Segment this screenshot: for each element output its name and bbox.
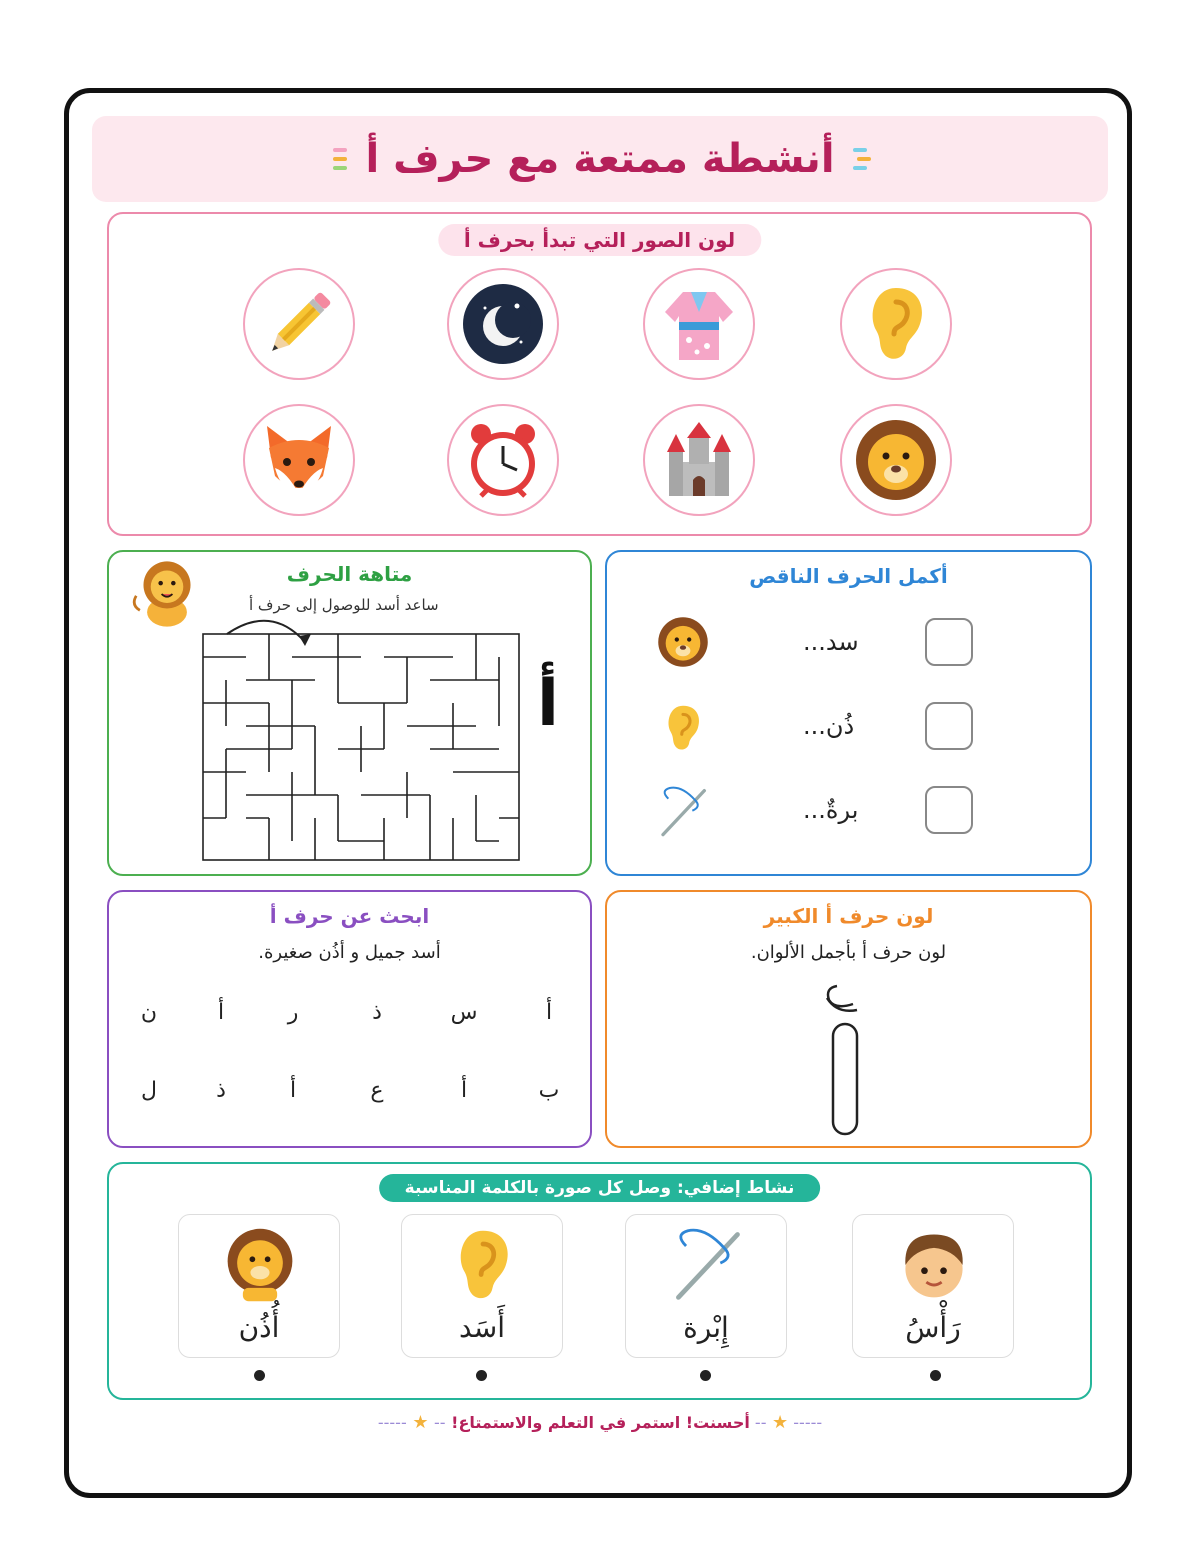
grid-letter[interactable]: س [450, 1000, 478, 1025]
footer-dashes: ----- [788, 1413, 823, 1432]
color-big-instruction: لون حرف أ بأجمل الألوان. [750, 942, 947, 963]
answer-box-1[interactable] [925, 618, 973, 666]
match-dot-3[interactable] [476, 1370, 487, 1381]
page-title: أنشطة ممتعة مع حرف أ [365, 136, 835, 182]
page-header [92, 116, 1108, 202]
grid-letter[interactable]: أ [545, 1000, 553, 1025]
grid-letter[interactable]: أ [289, 1078, 297, 1103]
footer-text: أحسنت! استمر في التعلم والاستمتاع! [451, 1413, 750, 1432]
coloring-item-kimono[interactable] [643, 268, 755, 380]
needle-icon [667, 1225, 747, 1305]
coloring-item-castle[interactable] [643, 404, 755, 516]
ear-icon [854, 282, 938, 366]
search-sentence: أسد جميل و أذُن صغيرة. [258, 942, 441, 963]
search-title: ابحث عن حرف أ [269, 904, 430, 928]
maze-target-letter: أ [537, 667, 559, 741]
matching-word-2: إِبْرة [683, 1311, 729, 1344]
castle-icon [657, 418, 741, 502]
match-dot-4[interactable] [254, 1370, 265, 1381]
grid-letter[interactable]: ل [141, 1078, 157, 1103]
grid-letter[interactable]: ن [140, 1000, 158, 1025]
missing-word-2: ذُن... [803, 712, 855, 740]
lion-icon [220, 1225, 300, 1305]
moon-icon [461, 282, 545, 366]
coloring-item-pencil[interactable] [243, 268, 355, 380]
coloring-item-moon[interactable] [447, 268, 559, 380]
sparkle-icon [853, 148, 871, 170]
coloring-item-fox[interactable] [243, 404, 355, 516]
footer [0, 1412, 1200, 1433]
coloring-label: لون الصور التي تبدأ بحرف أ [438, 224, 761, 256]
alarm-clock-icon [461, 418, 545, 502]
fox-icon [257, 418, 341, 502]
pencil-icon [257, 282, 341, 366]
star-icon: ★ [772, 1412, 789, 1433]
answer-box-2[interactable] [925, 702, 973, 750]
grid-letter[interactable]: أ [217, 1000, 225, 1025]
search-section [107, 890, 592, 1148]
lion-icon [854, 418, 938, 502]
ear-icon [443, 1225, 523, 1305]
match-dot-1[interactable] [930, 1370, 941, 1381]
missing-letter-section [605, 550, 1092, 876]
maze-title: متاهة الحرف [286, 562, 413, 586]
boy-face-icon [894, 1225, 974, 1305]
matching-label: نشاط إضافي: وصل كل صورة بالكلمة المناسبة [379, 1174, 821, 1202]
star-icon: ★ [412, 1412, 429, 1433]
grid-letter[interactable]: ع [370, 1078, 384, 1103]
missing-title: أكمل الحرف الناقص [749, 564, 948, 588]
lion-icon [657, 616, 709, 668]
grid-letter[interactable]: ب [538, 1078, 560, 1103]
matching-word-4: أُذُن [238, 1311, 280, 1344]
coloring-item-ear[interactable] [840, 268, 952, 380]
coloring-item-lion[interactable] [840, 404, 952, 516]
maze-grid[interactable] [201, 632, 521, 862]
grid-letter[interactable]: ر [287, 1000, 299, 1025]
footer-dashes: -- [749, 1413, 767, 1432]
footer-dashes: -- [434, 1413, 446, 1432]
missing-word-3: برةٌ... [803, 796, 859, 824]
matching-card-2[interactable] [625, 1214, 787, 1358]
answer-box-3[interactable] [925, 786, 973, 834]
footer-dashes: ----- [377, 1413, 407, 1432]
grid-letter[interactable]: ذ [372, 1000, 382, 1025]
matching-word-3: أَسَد [459, 1311, 505, 1344]
matching-card-1[interactable] [852, 1214, 1014, 1358]
needle-icon [655, 784, 711, 840]
grid-letter[interactable]: ذ [216, 1078, 226, 1103]
matching-card-4[interactable] [178, 1214, 340, 1358]
grid-letter[interactable]: أ [460, 1078, 468, 1103]
kimono-icon [657, 282, 741, 366]
sparkle-icon [329, 148, 347, 170]
outline-letter-alef[interactable] [817, 980, 877, 1140]
color-big-title: لون حرف أ الكبير [763, 904, 934, 928]
maze-section [107, 550, 592, 876]
matching-card-3[interactable] [401, 1214, 563, 1358]
match-dot-2[interactable] [700, 1370, 711, 1381]
missing-word-1: سد... [803, 628, 859, 656]
maze-instruction: ساعد أسد للوصول إلى حرف أ [249, 596, 439, 614]
lion-mascot-icon [129, 554, 205, 634]
maze-arrow-icon [221, 604, 321, 654]
matching-word-1: رَأْسُ [905, 1311, 961, 1344]
color-big-letter-section [605, 890, 1092, 1148]
ear-icon [657, 700, 709, 756]
coloring-item-alarm-clock[interactable] [447, 404, 559, 516]
